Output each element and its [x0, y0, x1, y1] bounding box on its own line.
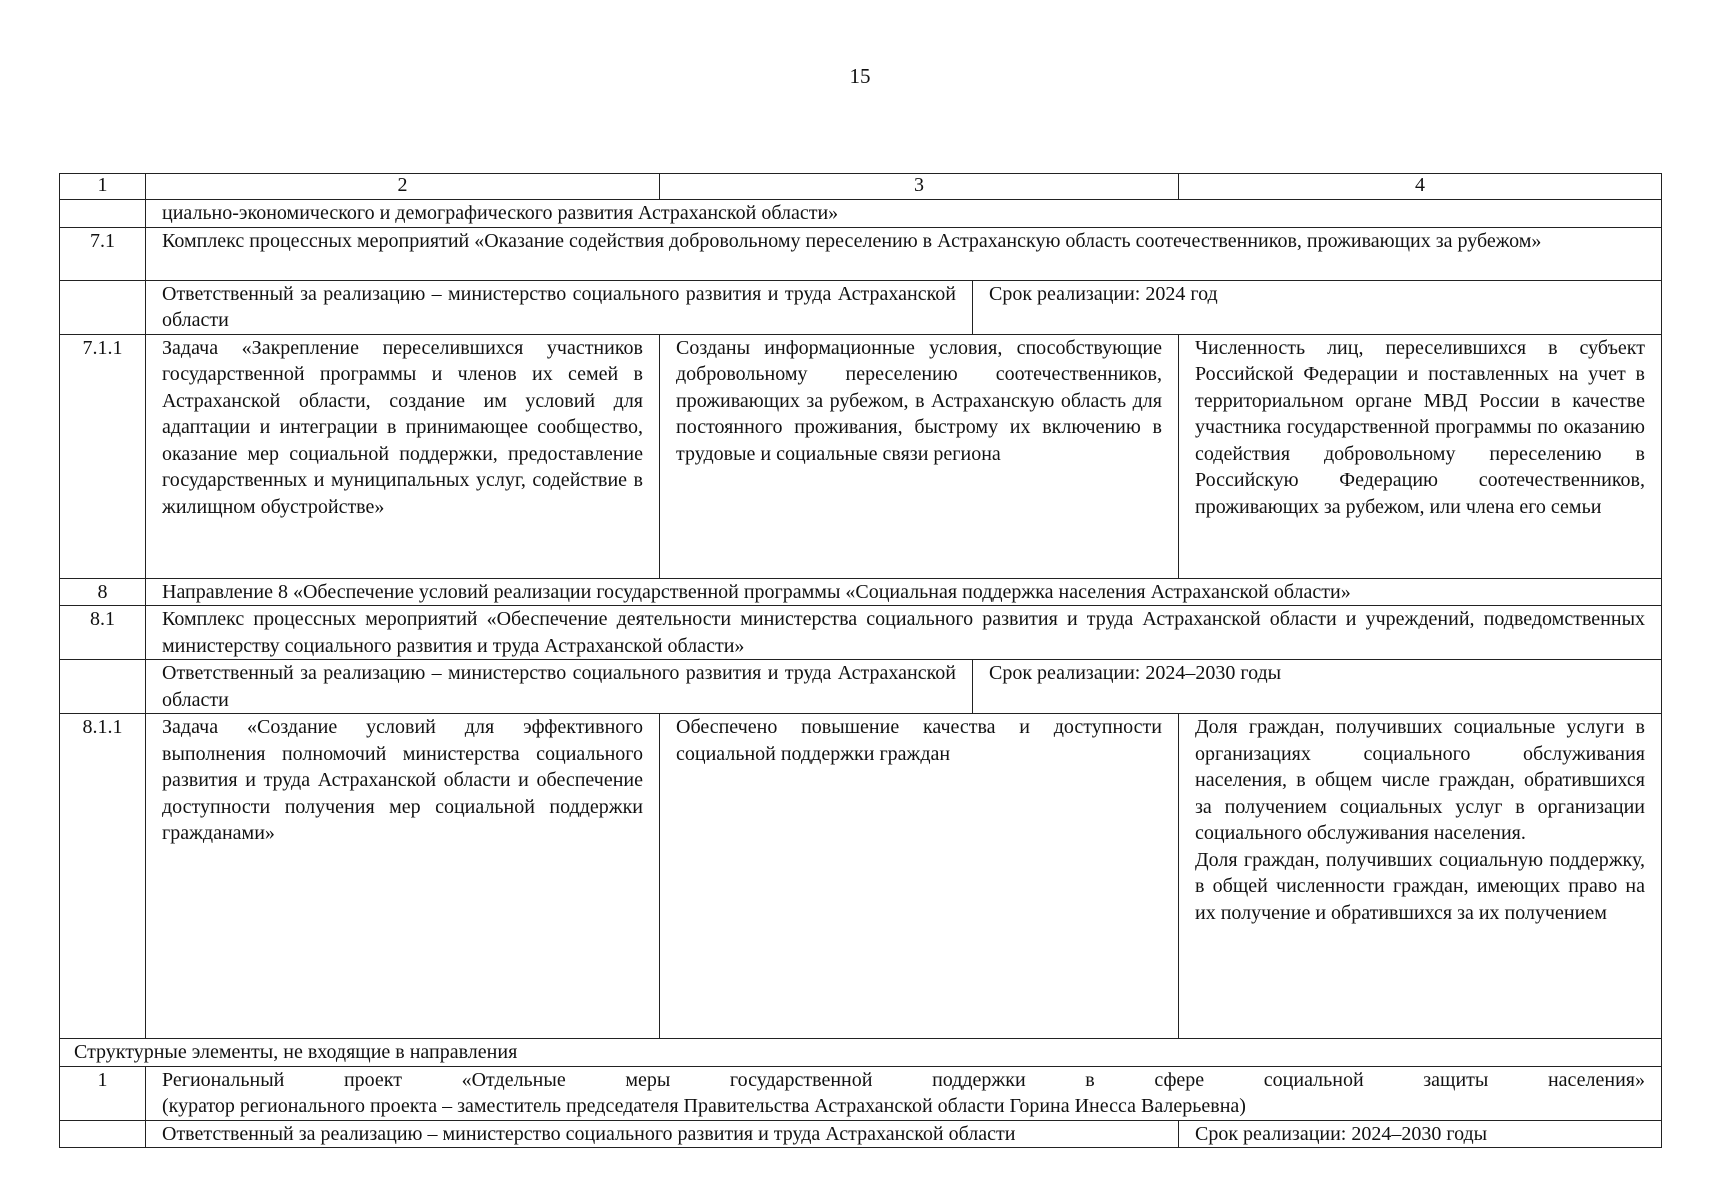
regional-project-curator: (куратор регионального проекта – заместитель председателя Правительства Астраханской области Горина Инесса Валерьевна) [162, 1095, 1246, 1117]
complex-title: Комплекс процессных мероприятий «Оказание содействия добровольному переселению в Астраханскую область соотечественников, проживающих за рубежом» [146, 227, 1662, 280]
task-cell: Задача «Создание условий для эффективного выполнения полномочий министерства социального развития и труда Астраханской области и обеспечение доступности получения мер социальной поддержки гражданами» [146, 714, 660, 1039]
table-row [60, 1120, 1662, 1148]
complex-title: Комплекс процессных мероприятий «Обеспечение деятельности министерства социального развития и труда Астраханской области и учреждений, подведомственных министерству социального развития и труда Астраханской области» [146, 606, 1662, 660]
table-row [60, 606, 1662, 660]
header-col-2: 2 [146, 174, 660, 200]
row-number: 8 [60, 578, 146, 606]
term-cell: Срок реализации: 2024–2030 годы [1179, 1120, 1662, 1148]
row-number: 7.1.1 [60, 334, 146, 578]
responsible-cell: Ответственный за реализацию – министерство социального развития и труда Астраханской области [146, 660, 973, 714]
row-number [60, 200, 146, 228]
table-row [60, 660, 1662, 714]
responsible-cell: Ответственный за реализацию – министерство социального развития и труда Астраханской области [146, 280, 973, 334]
table-row [60, 280, 1662, 334]
header-col-4: 4 [1179, 174, 1662, 200]
header-col-3: 3 [660, 174, 1179, 200]
task-cell: Задача «Закрепление переселившихся участников государственной программы и членов их семей в Астраханской области, создание им условий для адаптации и интеграции в принимающее сообщество, оказание мер социальной поддержки, предоставление государственных и муниципальных услуг, содействие в жилищном обустройстве» [146, 334, 660, 578]
row-number [60, 660, 146, 714]
row-number: 7.1 [60, 227, 146, 280]
responsible-cell: Ответственный за реализацию – министерство социального развития и труда Астраханской области [146, 1120, 1179, 1148]
program-structure-table [59, 173, 1662, 1148]
table-row [60, 578, 1662, 606]
row-number: 8.1.1 [60, 714, 146, 1039]
regional-project-title: Региональный проект «Отдельные меры государственной поддержки в сфере социальной защиты населения» [162, 1068, 1645, 1091]
row-number [60, 280, 146, 334]
effect-cell: Созданы информационные условия, способствующие добровольному переселению соотечественников, проживающих за рубежом, в Астраханскую область для постоянного проживания, быстрому их включению в трудовые и социальные связи региона [660, 334, 1179, 578]
effect-cell: Обеспечено повышение качества и доступности социальной поддержки граждан [660, 714, 1179, 1039]
table-row [60, 334, 1662, 578]
table-row [60, 714, 1662, 1039]
regional-project-cell [146, 1066, 1662, 1120]
header-col-1: 1 [60, 174, 146, 200]
indicator-1: Доля граждан, получивших социальные услуги в организациях социального обслуживания населения, в общем числе граждан, обратившихся за получением социальных услуг в организации социального обслуживания населения. [1195, 716, 1645, 844]
row-number [60, 1120, 146, 1148]
table-row [60, 1039, 1662, 1067]
indicator-cell: Численность лиц, переселившихся в субъект Российской Федерации и поставленных на учет в территориальном органе МВД России в качестве участника государственной программы по оказанию содействия добровольному переселению в Российскую Федерацию соотечественников, проживающих за рубежом, или члена его семьи [1179, 334, 1662, 578]
table-row [60, 227, 1662, 280]
table-row [60, 1066, 1662, 1120]
table-row [60, 200, 1662, 228]
table-header-row [60, 174, 1662, 200]
term-cell: Срок реализации: 2024–2030 годы [973, 660, 1662, 714]
term-cell: Срок реализации: 2024 год [973, 280, 1662, 334]
structural-elements-heading: Структурные элементы, не входящие в направления [60, 1039, 1662, 1067]
continued-heading: циально-экономического и демографического развития Астраханской области» [146, 200, 1662, 228]
indicator-cell [1179, 714, 1662, 1039]
direction-title: Направление 8 «Обеспечение условий реализации государственной программы «Социальная поддержка населения Астраханской области» [146, 578, 1662, 606]
row-number: 8.1 [60, 606, 146, 660]
row-number: 1 [60, 1066, 146, 1120]
indicator-2: Доля граждан, получивших социальную поддержку, в общей численности граждан, имеющих право на их получение и обратившихся за их получением [1195, 848, 1645, 924]
page-number: 15 [849, 64, 871, 88]
